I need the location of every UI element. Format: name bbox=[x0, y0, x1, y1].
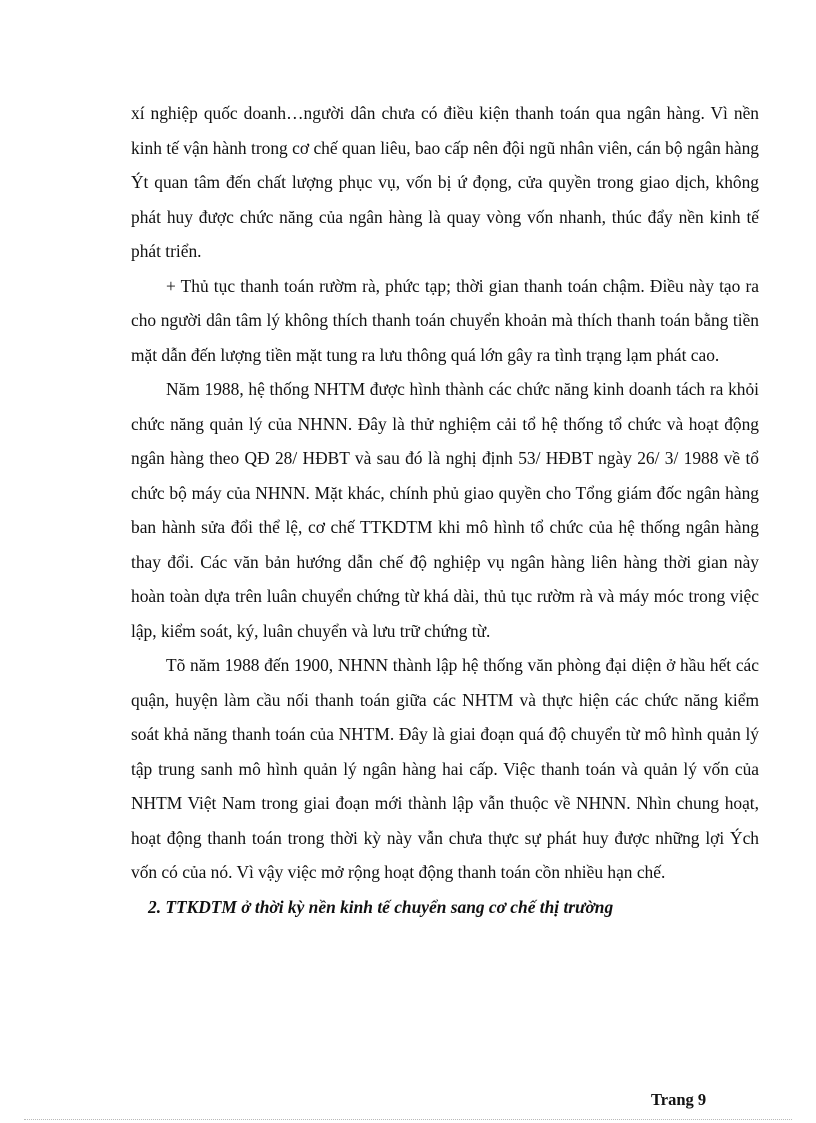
paragraph-4: Tõ năm 1988 đến 1900, NHNN thành lập hệ thống văn phòng đại diện ở hầu hết các quận, huyện làm cầu nối thanh toán giữa các NHTM và thực hiện các chức năng kiểm soát khả năng thanh toán của NHTM. Đây là giai đoạn quá độ chuyển từ mô hình quản lý tập trung sanh mô hình quản lý ngân hàng hai cấp. Việc thanh toán và quản lý vốn của NHTM Việt Nam trong giai đoạn mới thành lập vẫn thuộc về NHNN. Nhìn chung hoạt, hoạt động thanh toán trong thời kỳ này vẫn chưa thực sự phát huy được những lợi Ých vốn có của nó. Vì vậy việc mở rộng hoạt động thanh toán cồn nhiều hạn chế. bbox=[131, 655, 759, 882]
page-body bbox=[131, 96, 759, 924]
paragraph-3: Năm 1988, hệ thống NHTM được hình thành các chức năng kinh doanh tách ra khỏi chức năng quản lý của NHNN. Đây là thử nghiệm cải tổ hệ thống tổ chức và hoạt động ngân hàng theo QĐ 28/ HĐBT và sau đó là nghị định 53/ HĐBT ngày 26/ 3/ 1988 về tổ chức bộ máy của NHNN. Mặt khác, chính phủ giao quyền cho Tổng giám đốc ngân hàng ban hành sửa đổi thể lệ, cơ chế TTKDTM khi mô hình tổ chức của hệ thống ngân hàng thay đổi. Các văn bản hướng dẫn chế độ nghiệp vụ ngân hàng liên hàng thời gian này hoàn toàn dựa trên luân chuyển chứng từ khá dài, thủ tục rườm rà và máy móc trong việc lập, kiểm soát, ký, luân chuyển và lưu trữ chứng từ. bbox=[131, 379, 759, 641]
footer-divider bbox=[24, 1119, 792, 1120]
paragraph-1: xí nghiệp quốc doanh…người dân chưa có điều kiện thanh toán qua ngân hàng. Vì nền kinh tế vận hành trong cơ chế quan liêu, bao cấp nên đội ngũ nhân viên, cán bộ ngân hàng Ýt quan tâm đến chất lượng phục vụ, vốn bị ứ đọng, cửa quyền trong giao dịch, không phát huy được chức năng của ngân hàng là quay vòng vốn nhanh, thúc đẩy nền kinh tế phát triển. bbox=[131, 103, 759, 261]
paragraph-2: + Thủ tục thanh toán rườm rà, phức tạp; thời gian thanh toán chậm. Điều này tạo ra cho người dân tâm lý không thích thanh toán chuyển khoản mà thích thanh toán bằng tiền mặt dẫn đến lượng tiền mặt tung ra lưu thông quá lớn gây ra tình trạng lạm phát cao. bbox=[131, 275, 759, 365]
page-number: Trang 9 bbox=[651, 1090, 707, 1109]
section-heading: 2. TTKDTM ở thời kỳ nền kinh tế chuyển sang cơ chế thị trường bbox=[148, 896, 614, 917]
